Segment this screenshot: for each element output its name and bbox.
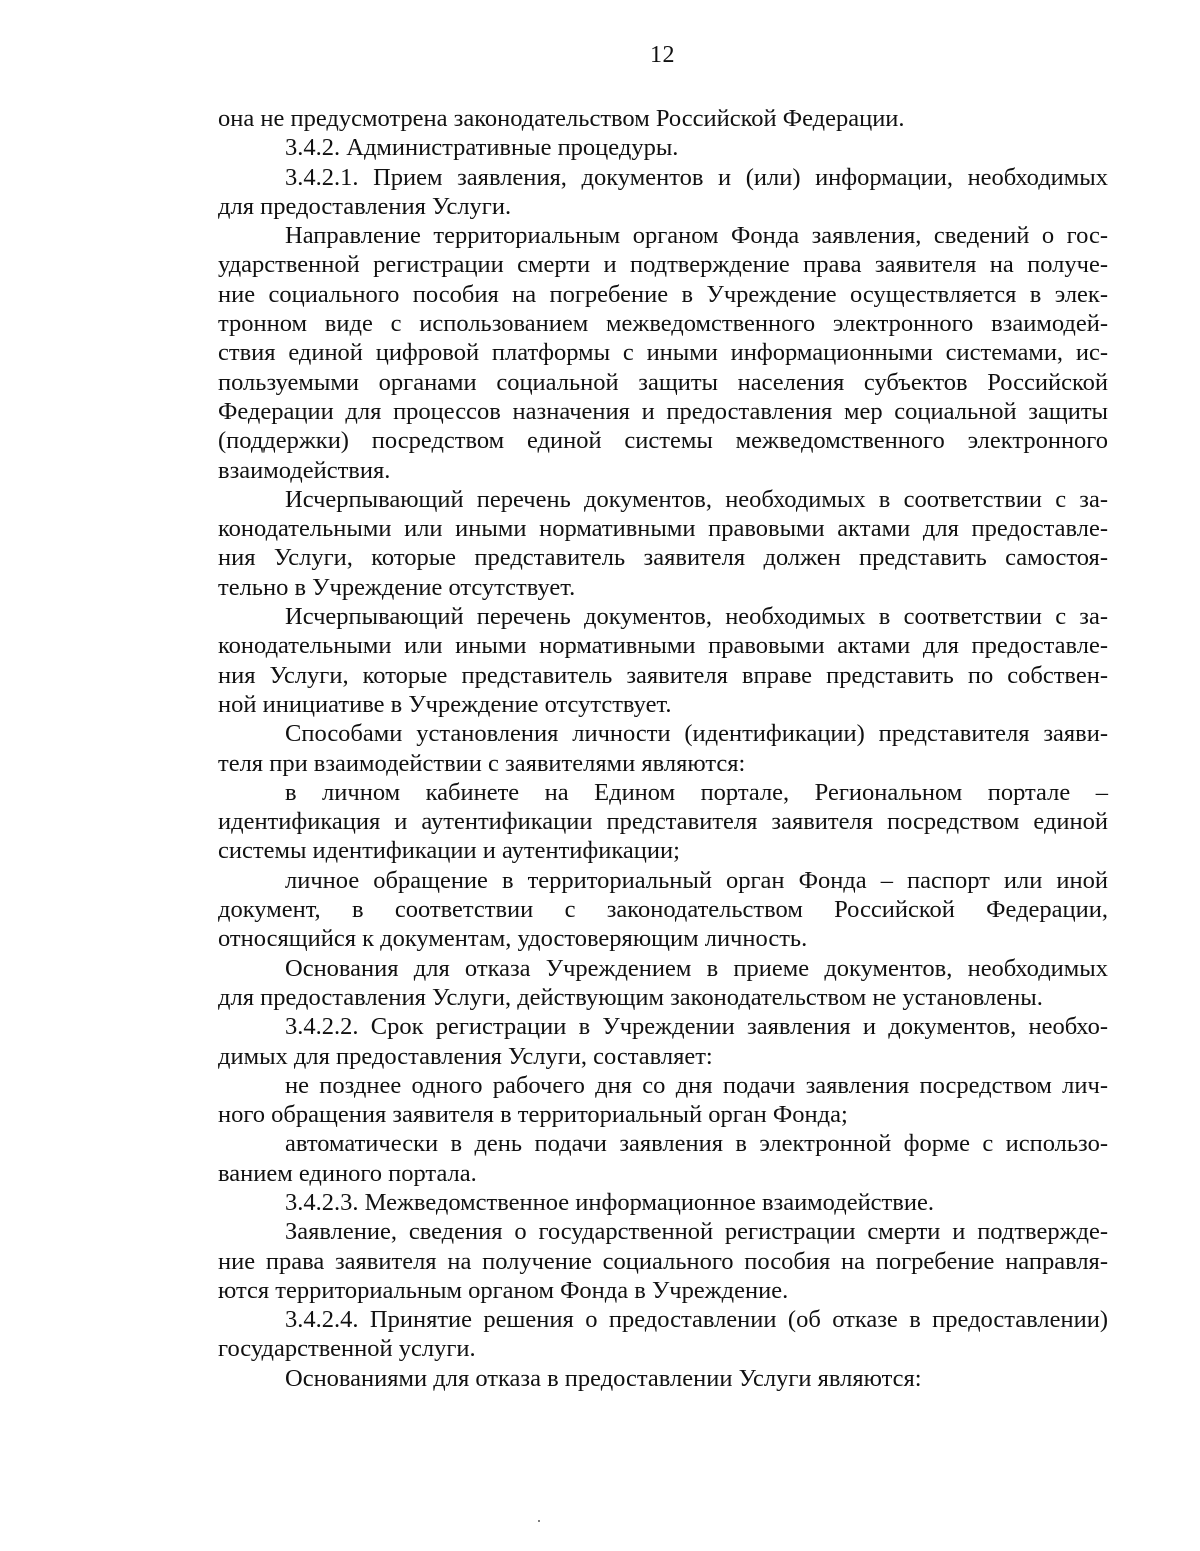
text-line: тельно в Учреждение отсутствует.: [218, 573, 576, 601]
text-line: 3.4.2.2. Срок регистрации в Учреждении заявления и документов, необхо-: [285, 1013, 1108, 1041]
text-line: 3.4.2.3. Межведомственное информационное взаимодействие.: [285, 1188, 934, 1216]
text-line: для предоставления Услуги.: [218, 192, 512, 220]
text-line: конодательными или иными нормативными правовыми актами для предоставле-: [218, 515, 1108, 543]
text-line: в личном кабинете на Едином портале, Региональном портале –: [285, 778, 1108, 806]
text-line: для предоставления Услуги, действующим законодательством не установлены.: [218, 983, 1043, 1011]
text-line: ствия единой цифровой платформы с иными информационными системами, ис-: [218, 339, 1108, 367]
text-line: Направление территориальным органом Фонда заявления, сведений о гос-: [285, 222, 1108, 250]
text-line: (поддержки) посредством единой системы межведомственного электронного: [218, 427, 1108, 455]
text-line: автоматически в день подачи заявления в электронной форме с использо-: [285, 1130, 1108, 1158]
text-line: документ, в соответствии с законодательством Российской Федерации,: [218, 896, 1108, 924]
text-line: она не предусмотрена законодательством Российской Федерации.: [218, 105, 905, 132]
text-line: относящийся к документам, удостоверяющим личность.: [218, 925, 808, 953]
text-line: пользуемыми органами социальной защиты населения субъектов Российской: [218, 368, 1108, 396]
text-line: теля при взаимодействии с заявителями являются:: [218, 749, 746, 777]
text-line: димых для предоставления Услуги, составляет:: [218, 1042, 713, 1070]
text-line: ванием единого портала.: [218, 1159, 477, 1187]
scan-speck: [538, 1520, 540, 1522]
text-line: тронном виде с использованием межведомственного электронного взаимодей-: [218, 310, 1108, 338]
text-line: 3.4.2.1. Прием заявления, документов и (или) информации, необходимых: [285, 163, 1108, 191]
text-line: Заявление, сведения о государственной регистрации смерти и подтвержде-: [285, 1218, 1108, 1246]
text-line: ются территориальным органом Фонда в Учреждение.: [218, 1276, 789, 1304]
text-line: 3.4.2.4. Принятие решения о предоставлении (об отказе в предоставлении): [285, 1306, 1108, 1334]
text-line: Исчерпывающий перечень документов, необходимых в соответствии с за-: [285, 485, 1108, 513]
text-line: Федерации для процессов назначения и предоставления мер социальной защиты: [218, 397, 1108, 425]
text-line: не позднее одного рабочего дня со дня подачи заявления посредством лич-: [285, 1071, 1108, 1099]
text-line: Основаниями для отказа в предоставлении Услуги являются:: [285, 1364, 922, 1392]
text-line: ударственной регистрации смерти и подтверждение права заявителя на получе-: [218, 251, 1108, 279]
text-line: Основания для отказа Учреждением в приеме документов, необходимых: [285, 954, 1108, 982]
text-line: системы идентификации и аутентификации;: [218, 837, 680, 865]
text-line: ной инициативе в Учреждение отсутствует.: [218, 690, 672, 718]
text-line: взаимодействия.: [218, 456, 391, 484]
page-number: 12: [650, 42, 675, 68]
text-line: ние права заявителя на получение социального пособия на погребение направля-: [218, 1247, 1108, 1275]
text-line: конодательными или иными нормативными правовыми актами для предоставле-: [218, 632, 1108, 660]
text-line: государственной услуги.: [218, 1335, 476, 1363]
text-line: ние социального пособия на погребение в Учреждение осуществляется в элек-: [218, 280, 1108, 308]
text-line: ния Услуги, которые представитель заявителя вправе представить по собствен-: [218, 661, 1108, 689]
text-line: Исчерпывающий перечень документов, необходимых в соответствии с за-: [285, 603, 1108, 631]
document-body: [218, 104, 1108, 1393]
text-line: личное обращение в территориальный орган Фонда – паспорт или иной: [285, 866, 1108, 894]
text-line: 3.4.2. Административные процедуры.: [285, 134, 679, 162]
text-line: ного обращения заявителя в территориальный орган Фонда;: [218, 1101, 848, 1129]
text-line: идентификация и аутентификации представителя заявителя посредством единой: [218, 808, 1108, 836]
text-line: ния Услуги, которые представитель заявителя должен представить самостоя-: [218, 544, 1108, 572]
text-line: Способами установления личности (идентификации) представителя заяви-: [285, 720, 1108, 748]
